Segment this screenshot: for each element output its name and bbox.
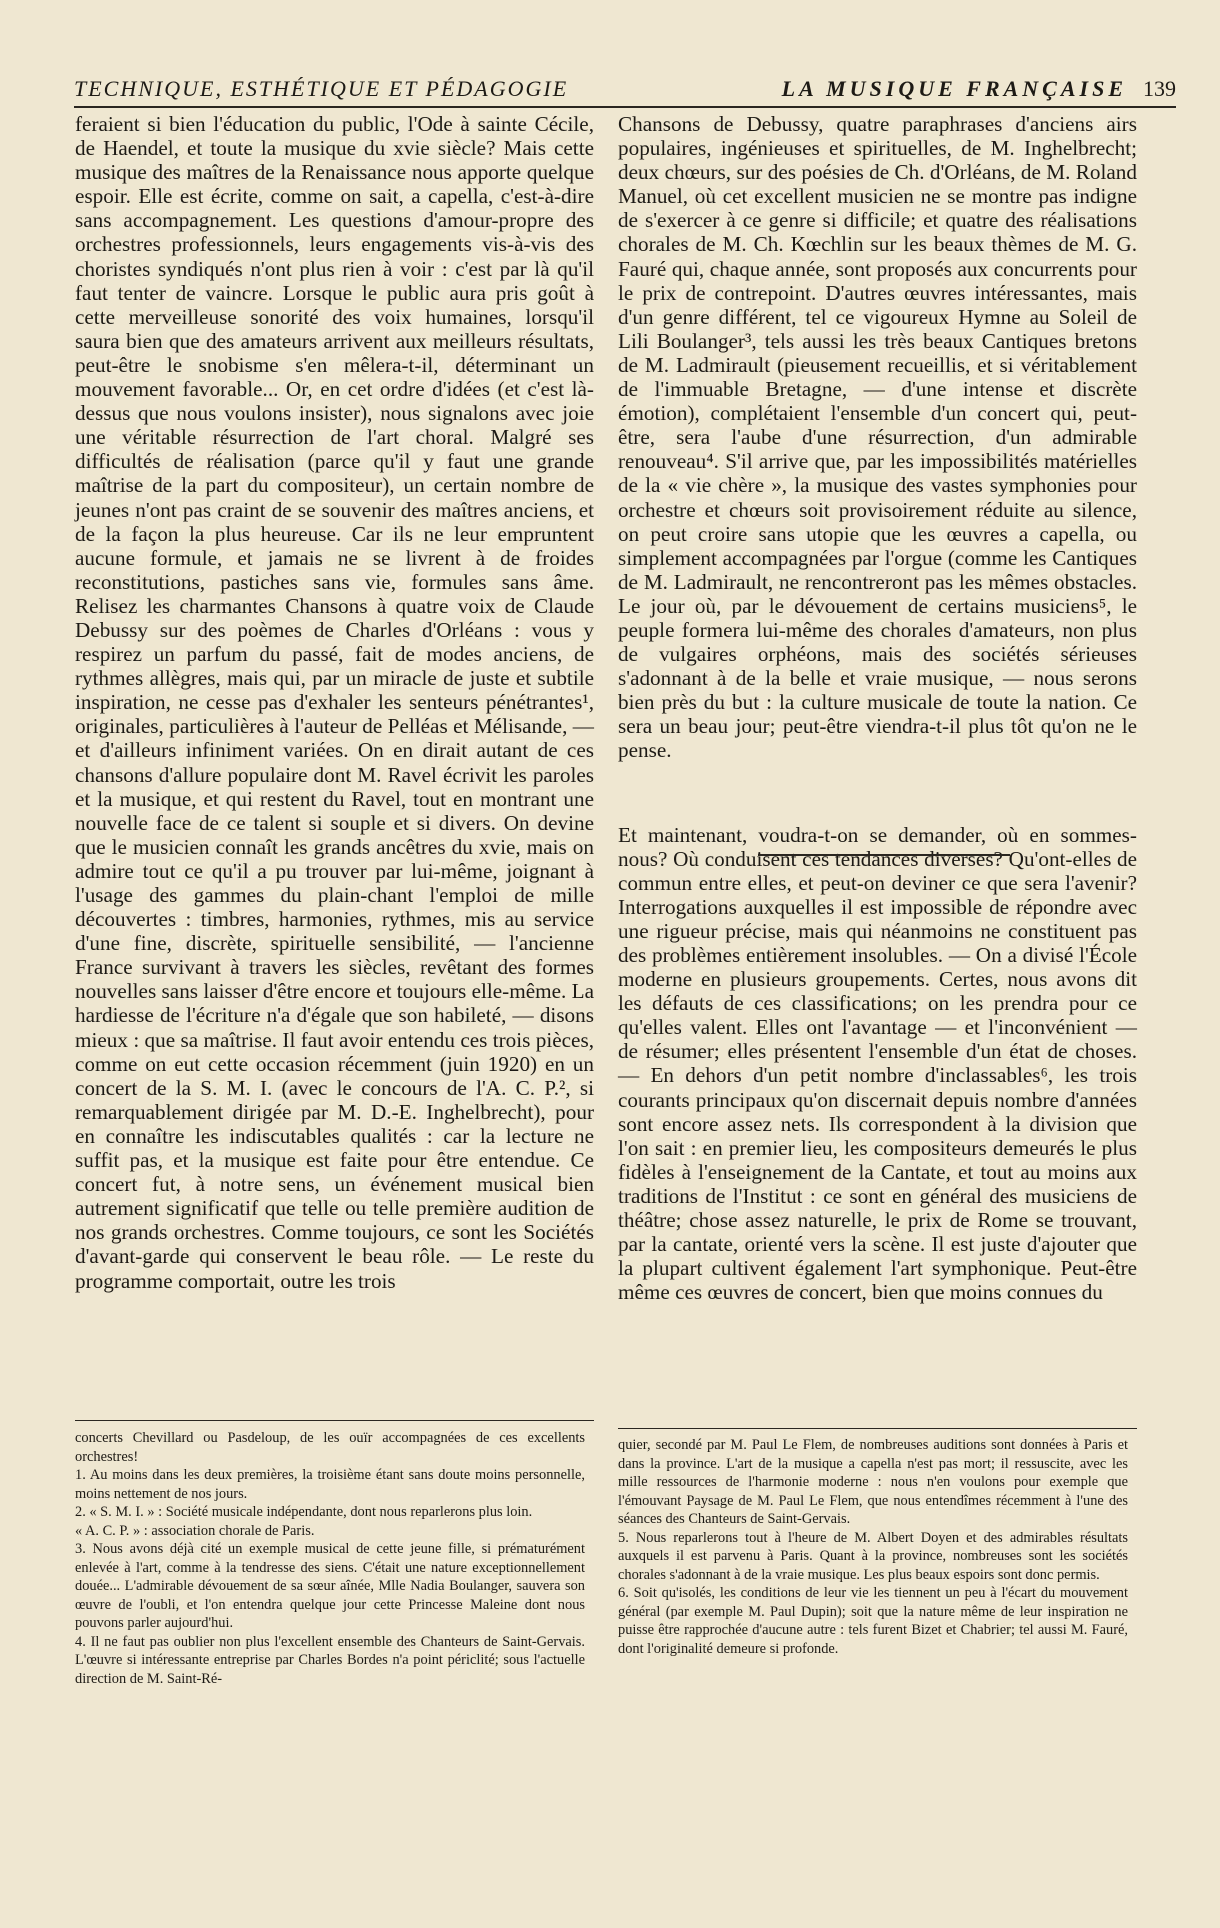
journal-title: LA MUSIQUE FRANÇAISE [781,76,1127,101]
footnote: 6. Soit qu'isolés, les conditions de leur vie les tiennent un peu à l'écart du mouvement général (par exemple M. Paul Dupin); soit que la nature même de leur inspiration ne puisse être rapprochée d'aucune autre : tels furent Bizet et Chabrier; tel aussi M. Fauré, dont l'originalité demeure si profonde. [618,1585,1128,1657]
footnote: 1. Au moins dans les deux premières, la troisième étant sans doute moins personnelle, moins nettement de nos jours. [75,1467,585,1502]
footnotes-right [618,1436,1128,1658]
section-title: TECHNIQUE, ESTHÉTIQUE ET PÉDAGOGIE [74,76,569,101]
paragraph: Chansons de Debussy, quatre paraphrases d'anciens airs populaires, ingénieuses et spirituelles, de M. Inghelbrecht; deux chœurs, sur des poésies de Ch. d'Orléans, de M. Roland Manuel, où cet excellent musicien ne se montre pas indigne de s'exercer à ce genre si difficile; et quatre des réalisations chorales de M. Ch. Kœchlin sur les beaux thèmes de M. G. Fauré qui, chaque année, sont proposés aux concurrents pour le prix de contrepoint. D'autres œuvres intéressantes, mais d'un genre différent, tel ce vigoureux Hymne au Soleil de Lili Boulanger³, tels aussi les très beaux Cantiques bretons de M. Ladmirault (pieusement recueillis, et si véritablement de l'immuable Bretagne, — d'une intense et discrète émotion), complétaient l'ensemble d'un concert qui, peut-être, sera l'aube d'une résurrection, d'un admirable renouveau⁴. S'il arrive que, par les impossibilités matérielles de la « vie chère », la musique des vastes symphonies pour orchestre et chœurs soit provisoirement réduite au silence, on peut croire sans utopie que les œuvres a capella, ou simplement accompagnées par l'orgue (comme les Cantiques de M. Ladmirault, ne rencontreront pas les mêmes obstacles. Le jour où, par le dévouement de certains musiciens⁵, le peuple formera lui-même des chorales d'amateurs, non plus de vulgaires orphéons, mais des sociétés sérieuses s'adonnant à de la belle et vraie musique, — nous serons bien près du but : la culture musicale de toute la nation. Ce sera un beau jour; peut-être viendra-t-il plus tôt qu'on ne le pense. [618,112,1137,763]
footnotes-left [75,1429,585,1688]
footnote: 5. Nous reparlerons tout à l'heure de M. Albert Doyen et des admirables résultats auxquels il est parvenu à Paris. Quant à la province, nombreuses sont les sociétés chorales s'adonnant à de la vraie musique. Les plus beaux espoirs sont donc permis. [618,1529,1128,1583]
footnote-rule [75,1420,594,1421]
right-column [618,112,1137,1304]
section-divider [758,854,1010,856]
left-column [75,112,594,1293]
running-header [74,76,1176,108]
footnote: « A. C. P. » : association chorale de Paris. [75,1522,315,1539]
paragraph: feraient si bien l'éducation du public, l'Ode à sainte Cécile, de Haendel, et toute la musique du xvie siècle? Mais cette musique des maîtres de la Renaissance nous apporte quelque espoir. Elle est écrite, comme on sait, a capella, c'est-à-dire sans accompagnement. Les questions d'amour-propre des orchestres professionnels, leurs engagements vis-à-vis des choristes syndiqués n'ont plus rien à voir : c'est par là qu'il faut tenter de vaincre. Lorsque le public aura pris goût à cette merveilleuse sonorité des voix humaines, lorsqu'il saura bien que des amateurs arrivent aux meilleurs résultats, peut-être le snobisme s'en mêlera-t-il, déterminant un mouvement favorable... Or, en cet ordre d'idées (et c'est là-dessus que nous voulons insister), nous signalons avec joie une véritable résurrection de l'art choral. Malgré ses difficultés de réalisation (parce qu'il y faut une grande maîtrise de la part du compositeur), un certain nombre de jeunes n'ont pas craint de se souvenir des maîtres anciens, et de la façon la plus heureuse. Car ils ne leur empruntent aucune formule, et jamais ne se livrent à de froides reconstitutions, pastiches sans vie, formules sans âme. Relisez les charmantes Chansons à quatre voix de Claude Debussy sur des poèmes de Charles d'Orléans : vous y respirez un parfum du passé, fait de modes anciens, de rythmes allègres, mais qui, par un miracle de juste et subtile inspiration, ne cesse pas d'exhaler les senteurs pénétrantes¹, originales, particulières à l'auteur de Pelléas et Mélisande, — et d'ailleurs infiniment variées. On en dirait autant de ces chansons d'allure populaire dont M. Ravel écrivit les paroles et la musique, et qui restent du Ravel, tout en montrant une nouvelle face de ce talent si souple et si divers. On devine que le musicien connaît les grands ancêtres du xvie, mais on admire tout ce qu'il a pu trouver par lui-même, joignant à l'usage des gammes du plain-chant l'emploi de mille découvertes : timbres, harmonies, rythmes, mis au service d'une fine, discrète, spirituelle sensibilité, — l'ancienne France survivant à travers les siècles, revêtant des formes nouvelles sans laisser d'être encore et toujours elle-même. La hardiesse de l'écriture n'a d'égale que son habileté, — disons mieux : que sa maîtrise. Il faut avoir entendu ces trois pièces, comme on eut cette occasion récemment (juin 1920) en un concert de la S. M. I. (avec le concours de l'A. C. P.², si remarquablement dirigée par M. D.-E. Inghelbrecht), pour en connaître les indiscutables qualités : car la lecture ne suffit pas, et la musique est faite pour être entendue. Ce concert fut, à notre sens, un événement musical bien autrement significatif que telle ou telle première audition de nos grands orchestres. Comme toujours, ce sont les Sociétés d'avant-garde qui conservent le beau rôle. — Le reste du programme comportait, outre les trois [75,112,594,1293]
footnote: 2. « S. M. I. » : Société musicale indépendante, dont nous reparlerons plus loin. [75,1504,533,1520]
paragraph: Et maintenant, voudra-t-on se demander, où en sommes-nous? Où conduisent ces tendances diverses? Qu'ont-elles de commun entre elles, et peut-on deviner ce que sera l'avenir? Interrogations auxquelles il est impossible de répondre avec une rigueur précise, mais qui néanmoins ne constituent pas des problèmes entièrement insolubles. — On a divisé l'École moderne en plusieurs groupements. Certes, nous avons dit les défauts de ces classifications; on les prendra pour ce qu'elles valent. Elles ont l'avantage — et l'inconvénient — de résumer; elles présentent l'ensemble d'un état de choses. — En dehors d'un petit nombre d'inclassables⁶, les trois courants principaux qu'on discernait depuis nombre d'années sont encore assez nets. Ils correspondent à la division que l'on sait : en premier lieu, les compositeurs demeurés le plus fidèles à l'enseignement de la Cantate, et tout au moins aux traditions de l'Institut : ce sont en général des musiciens de théâtre; chose assez naturelle, le prix de Rome se trouvant, par la cantate, orienté vers la scène. Il est juste d'ajouter que la plupart cultivent également l'art symphonique. Peut-être même ces œuvres de concert, bien que moins connues du [618,822,1137,1305]
footnote-rule [618,1428,1137,1429]
footnote: quier, secondé par M. Paul Le Flem, de nombreuses auditions sont données à Paris et dans la province. L'art de la musique a capella n'est pas mort; il ressuscite, avec les mille ressources de l'harmonie moderne : nous n'en voulons pour exemple que l'émouvant Paysage de M. Paul Le Flem, que nous entendîmes récemment à l'une des séances des Chanteurs de Saint-Gervais. [618,1437,1128,1527]
footnote: concerts Chevillard ou Pasdeloup, de les ouïr accompagnées de ces excellents orchestres! [75,1430,585,1465]
page-number: 139 [1143,76,1176,101]
footnote: 3. Nous avons déjà cité un exemple musical de cette jeune fille, si prématurément enlevée à l'art, comme à la tendresse des siens. C'était une nature exceptionnellement douée... L'admirable dévouement de sa sœur aînée, Mlle Nadia Boulanger, sauvera son œuvre de l'oubli, et l'on entendra quelque jour cette Princesse Maleine dont nous pouvons parler aujourd'hui. [75,1541,585,1631]
footnote: 4. Il ne faut pas oublier non plus l'excellent ensemble des Chanteurs de Saint-Gervais. L'œuvre si intéressante entreprise par Charles Bordes n'a point périclité; sous l'actuelle direction de M. Saint-Ré- [75,1633,585,1687]
journal-title-block [782,76,1176,102]
